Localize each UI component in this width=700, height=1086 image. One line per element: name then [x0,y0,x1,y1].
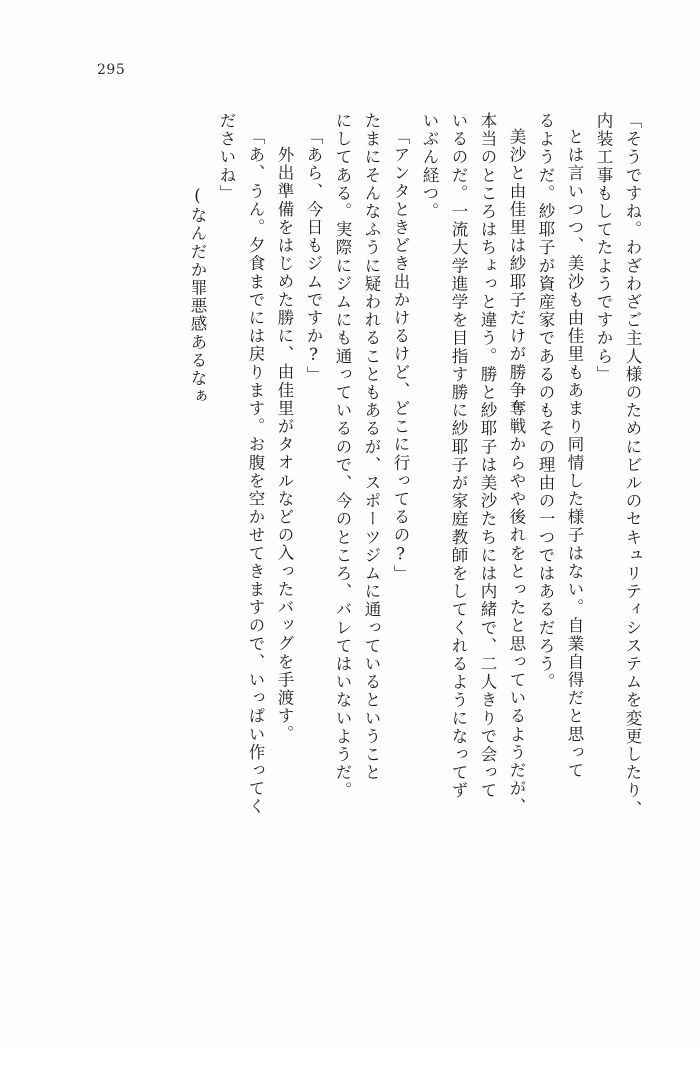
vertical-text-block [40,112,640,1012]
text-column: ださいね」 [217,112,236,203]
text-column: いるのだ。一流大学進学を目指す勝に紗耶子が家庭教師をしてくれるようになってず [449,112,468,800]
text-column: 内装工事もしてたようですから」 [594,112,613,384]
text-column: たまにそんなふうに疑われることもあるが、スポーツジムに通っているということ [362,112,381,782]
text-column: (なんだか罪悪感あるなぁ [188,186,207,406]
text-column: 「あ、うん。夕食までには戻ります。お腹を空かせてきますので、いっぱい作ってく [246,128,265,816]
text-column: 「あら、今日もジムですか?」 [304,128,323,384]
text-column: 「アンタときどき出かけるけど、どこに行ってるの?」 [391,128,410,583]
text-column: にしてある。実際にジムにも通っているので、今のところ、バレてはいないようだ。 [333,112,352,800]
text-column: るようだ。紗耶子が資産家であるのもその理由の一つではあるだろう。 [536,112,555,692]
page-number: 295 [97,62,126,78]
text-column: いぶん経つ。 [420,112,439,221]
text-column: 美沙と由佳里は紗耶子だけが勝争奪戦からやや後れをとったと思っているようだが、 [507,128,526,816]
text-column: とは言いつつ、美沙も由佳里もあまり同情した様子はない。自業自得だと思って [565,128,584,780]
text-column: 「そうですね。わざわざご主人様のためにビルのセキュリティシステムを変更したり、 [623,112,642,818]
text-column: 外出準備をはじめた勝に、由佳里がタオルなどの入ったバッグを手渡す。 [275,146,294,744]
text-column: 本当のところはちょっと違う。勝と紗耶子は美沙たちには内緒で、二人きりで会って [478,112,497,800]
